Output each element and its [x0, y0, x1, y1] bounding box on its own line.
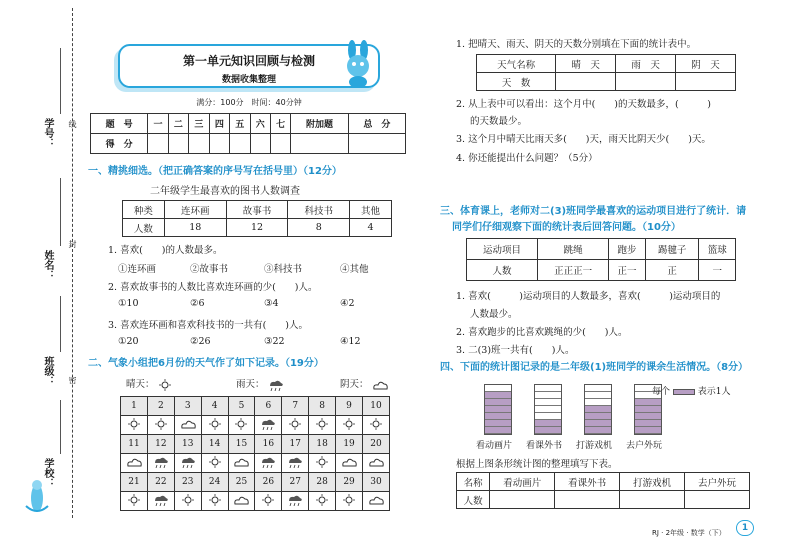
weather-day-number: 25 [228, 473, 255, 492]
page-number: 1 [736, 520, 754, 536]
chart-area [472, 378, 474, 432]
sun-icon [208, 456, 222, 468]
weather-cell [121, 492, 148, 511]
bar-cell [535, 427, 561, 434]
sports-header-cell: 踢毽子 [645, 239, 699, 260]
sun-icon [288, 418, 302, 430]
bar-cell [535, 420, 561, 427]
sun-icon [315, 494, 329, 506]
score-cell: 四 [209, 114, 229, 134]
weather-cell [147, 454, 174, 473]
weather-day-number: 23 [174, 473, 201, 492]
wc-header-cell: 阴 天 [676, 55, 736, 73]
weather-day-number: 19 [336, 435, 363, 454]
weather-cell [362, 492, 389, 511]
weather-day-number: 24 [201, 473, 228, 492]
class-label: 班级： [42, 356, 53, 386]
s1-q2-option[interactable]: ①10 [118, 298, 139, 309]
section3-heading-line1: 三、体育课上，老师对二(3)班同学最喜欢的运动项目进行了统计．请 [440, 206, 747, 217]
wc-header-cell: 天气名称 [477, 55, 556, 73]
school-blank[interactable] [60, 400, 61, 454]
book-value-cell: 人数 [123, 219, 165, 237]
book-header-cell: 其他 [350, 201, 392, 219]
activity-row-label: 人数 [457, 491, 490, 509]
activity-header-cell: 看动画片 [490, 473, 555, 491]
sun-icon [342, 418, 356, 430]
sun-icon [181, 494, 195, 506]
name-label: 姓名： [42, 250, 53, 280]
s1-q2-option[interactable]: ③4 [264, 298, 279, 309]
weather-cell [255, 454, 282, 473]
s1-q3-option[interactable]: ④12 [340, 336, 361, 347]
weather-cell [147, 416, 174, 435]
bar-cell [585, 399, 611, 406]
weather-day-number: 28 [309, 473, 336, 492]
weather-day-number: 7 [282, 397, 309, 416]
score-cell: 六 [250, 114, 270, 134]
weather-icon-row [121, 454, 390, 473]
weather-day-number: 16 [255, 435, 282, 454]
weather-day-number: 26 [255, 473, 282, 492]
s3-question-1a: 1. 喜欢( )运动项目的人数最多，喜欢( )运动项目的 [456, 291, 721, 302]
r-question-3: 3. 这个月中晴天比雨天多( )天，雨天比阴天少( )天。 [456, 134, 711, 145]
weather-day-number: 2 [147, 397, 174, 416]
weather-day-number: 18 [309, 435, 336, 454]
book-value-cell: 12 [226, 219, 288, 237]
weather-cell [282, 492, 309, 511]
weather-day-number: 9 [336, 397, 363, 416]
weather-day-number: 10 [362, 397, 389, 416]
legend-rainy-label: 雨天： [236, 379, 265, 390]
cloud-icon [341, 456, 357, 468]
bar-cell [485, 399, 511, 406]
weather-day-number: 1 [121, 397, 148, 416]
legend-swatch [673, 389, 695, 395]
bar-cell [635, 399, 661, 406]
weather-day-row [121, 473, 390, 492]
s3-question-1b: 人数最少。 [470, 309, 518, 320]
weather-day-row [121, 435, 390, 454]
bar-cell [585, 413, 611, 420]
page-subtitle: 数据收集整理 [221, 75, 276, 85]
section1-heading: 一、精挑细选。（把正确答案的序号写在括号里）（12分） [88, 166, 342, 177]
score-input[interactable] [291, 134, 348, 154]
bar-cell [485, 406, 511, 413]
s1-question-2: 2. 喜欢故事书的人数比喜欢连环画的少( )人。 [108, 282, 318, 293]
book-header-cell: 种类 [123, 201, 165, 219]
binding-mark-line: 线 [68, 120, 77, 128]
rain-icon [260, 456, 276, 468]
bar-label: 看动画片 [476, 441, 513, 451]
wc-row-label: 天 数 [477, 73, 556, 91]
cloud-icon [368, 494, 384, 506]
weather-day-number: 5 [228, 397, 255, 416]
sun-icon [127, 418, 141, 430]
weather-day-number: 27 [282, 473, 309, 492]
score-input[interactable] [348, 134, 405, 154]
book-value-cell: 8 [288, 219, 350, 237]
score-input[interactable] [209, 134, 229, 154]
book-table [122, 200, 392, 237]
s1-q1-option[interactable]: ①连环画 [118, 264, 157, 275]
sun-icon [127, 494, 141, 506]
score-row-headers [91, 114, 406, 134]
sports-value-cell: 正 [645, 260, 699, 281]
rain-icon [153, 456, 169, 468]
weather-day-number: 22 [147, 473, 174, 492]
activity-input-cell[interactable] [620, 491, 685, 509]
activity-table [456, 472, 750, 509]
binding-mark-secret: 密 [68, 376, 77, 384]
s1-q2-option[interactable]: ④2 [340, 298, 355, 309]
wc-header-cell: 雨 天 [616, 55, 676, 73]
bar-cell [535, 385, 561, 392]
bar-cell [635, 420, 661, 427]
bar-cell [485, 420, 511, 427]
rain-icon [287, 456, 303, 468]
sun-icon [158, 379, 172, 391]
sun-icon [261, 494, 275, 506]
weather-day-number: 4 [201, 397, 228, 416]
wc-input-cell[interactable] [676, 73, 736, 91]
weather-day-number: 30 [362, 473, 389, 492]
sun-icon [154, 418, 168, 430]
score-input[interactable] [250, 134, 270, 154]
score-input[interactable] [270, 134, 290, 154]
class-blank[interactable] [60, 296, 61, 352]
weather-cell [255, 492, 282, 511]
bar-cell [585, 392, 611, 399]
s1-q3-option[interactable]: ③22 [264, 336, 285, 347]
legend-cloudy-label: 阴天： [340, 379, 369, 390]
bar-label: 打游戏机 [576, 441, 613, 451]
s1-q1-option[interactable]: ②故事书 [190, 264, 229, 275]
sun-icon [369, 418, 383, 430]
bar-cell [485, 385, 511, 392]
sun-icon [208, 418, 222, 430]
book-header-cell: 连环画 [164, 201, 226, 219]
sports-header-cell: 跳绳 [538, 239, 609, 260]
bar [534, 384, 562, 435]
school-label: 学校： [42, 458, 53, 488]
s3-question-2: 2. 喜欢跑步的比喜欢跳绳的少( )人。 [456, 327, 628, 338]
rabbit-mascot [338, 40, 384, 90]
weather-cell [336, 416, 363, 435]
score-cell: 一 [148, 114, 168, 134]
sun-icon [234, 418, 248, 430]
section3-heading-line2: 同学们仔细观察下面的统计表后回答问题。（10分） [452, 222, 681, 233]
bar-cell [585, 385, 611, 392]
s1-q3-option[interactable]: ②26 [190, 336, 211, 347]
weather-count-table [476, 54, 736, 91]
binding-mark-seal: 封 [68, 240, 77, 248]
r-question-2b: 的天数最少。 [470, 116, 528, 127]
score-input[interactable] [148, 134, 168, 154]
r-question-1: 1. 把晴天、雨天、阴天的天数分别填在下面的统计表中。 [456, 39, 697, 50]
cloud-icon [372, 379, 388, 391]
sun-icon [315, 456, 329, 468]
activity-header-cell: 去户外玩 [685, 473, 750, 491]
activity-input-cell[interactable] [685, 491, 750, 509]
bar-cell [585, 427, 611, 434]
mascot-figure [22, 476, 52, 516]
weather-cell [309, 416, 336, 435]
bar-cell [585, 406, 611, 413]
legend-suffix: 表示1人 [697, 387, 731, 397]
weather-cell [282, 416, 309, 435]
binding-dashed-line [72, 8, 73, 518]
weather-cell [362, 416, 389, 435]
score-cell: 三 [189, 114, 209, 134]
legend-sunny-label: 晴天： [126, 379, 155, 390]
weather-day-number: 21 [121, 473, 148, 492]
bar-cell [635, 427, 661, 434]
weather-day-row [121, 397, 390, 416]
sports-header-cell: 运动项目 [467, 239, 538, 260]
s1-question-3: 3. 喜欢连环画和喜欢科技书的一共有( )人。 [108, 320, 308, 331]
weather-cell [362, 454, 389, 473]
activity-header-cell: 打游戏机 [620, 473, 685, 491]
cloud-icon [126, 456, 142, 468]
bar-cell [535, 392, 561, 399]
cloud-icon [368, 456, 384, 468]
rain-icon [260, 418, 276, 430]
sports-header-cell: 篮球 [699, 239, 736, 260]
bar-cell [535, 399, 561, 406]
weather-cell [201, 416, 228, 435]
weather-day-number: 20 [362, 435, 389, 454]
weather-cell [282, 454, 309, 473]
wc-input-cell[interactable] [616, 73, 676, 91]
weather-day-number: 12 [147, 435, 174, 454]
chart-legend [652, 384, 731, 397]
score-cell: 总 分 [348, 114, 405, 134]
score-cell: 题 号 [91, 114, 148, 134]
weather-cell [201, 454, 228, 473]
sports-value-cell: 正一 [609, 260, 645, 281]
score-input[interactable] [168, 134, 188, 154]
weather-cell [336, 454, 363, 473]
section4-heading: 四、下面的统计图记录的是二年级(1)班同学的课余生活情况。（8分） [440, 362, 749, 373]
sports-value-cell: 正正正一 [538, 260, 609, 281]
weather-cell [255, 416, 282, 435]
weather-icon-row [121, 416, 390, 435]
weather-day-number: 13 [174, 435, 201, 454]
bar [484, 384, 512, 435]
book-value-cell: 18 [164, 219, 226, 237]
score-row-values [91, 134, 406, 154]
r-question-4: 4. 你还能提出什么问题？（5分） [456, 153, 598, 164]
legend-sunny [126, 376, 172, 391]
bar-cell [485, 413, 511, 420]
sun-icon [315, 418, 329, 430]
sports-value-cell: 人数 [467, 260, 538, 281]
wc-input-cell[interactable] [556, 73, 616, 91]
section2-heading: 二、气象小组把6月份的天气作了如下记录。（19分） [88, 358, 324, 369]
weather-cell [174, 492, 201, 511]
bar-cell [635, 406, 661, 413]
sports-header-cell: 跑步 [609, 239, 645, 260]
weather-cell [147, 492, 174, 511]
legend-rainy [236, 376, 284, 391]
weather-day-number: 3 [174, 397, 201, 416]
score-input[interactable] [230, 134, 250, 154]
wc-header-cell: 晴 天 [556, 55, 616, 73]
cloud-icon [233, 456, 249, 468]
score-row-label: 得 分 [91, 134, 148, 154]
weather-day-number: 14 [201, 435, 228, 454]
sun-icon [342, 494, 356, 506]
s4-instruction: 根据上图条形统计图的整理填写下表。 [456, 459, 618, 470]
page-title: 第一单元知识回顾与检测 [182, 54, 315, 68]
weather-day-number: 6 [255, 397, 282, 416]
score-cell: 二 [168, 114, 188, 134]
book-value-cell: 4 [350, 219, 392, 237]
score-time: 满分：100分 时间：40分钟 [196, 98, 302, 107]
legend-cloudy [340, 376, 388, 391]
s1-q1-option[interactable]: ③科技书 [264, 264, 303, 275]
score-cell: 附加题 [291, 114, 348, 134]
weather-cell [309, 454, 336, 473]
book-table-title: 二年级学生最喜欢的图书人数调查 [150, 186, 300, 197]
weather-day-number: 11 [121, 435, 148, 454]
weather-cell [121, 416, 148, 435]
bar-cell [485, 427, 511, 434]
weather-cell [228, 492, 255, 511]
cloud-icon [180, 418, 196, 430]
weather-grid [120, 396, 390, 511]
bar-cell [585, 420, 611, 427]
bar-cell [635, 413, 661, 420]
s3-question-3: 3. 二(3)班一共有( )人。 [456, 345, 575, 356]
rain-icon [287, 494, 303, 506]
weather-cell [121, 454, 148, 473]
weather-icon-row [121, 492, 390, 511]
sun-icon [208, 494, 222, 506]
activity-input-cell[interactable] [555, 491, 620, 509]
weather-day-number: 29 [336, 473, 363, 492]
bar-cell [485, 392, 511, 399]
weather-cell [309, 492, 336, 511]
score-cell: 五 [230, 114, 250, 134]
s1-q1-option[interactable]: ④其他 [340, 264, 369, 275]
weather-cell [336, 492, 363, 511]
activity-input-cell[interactable] [490, 491, 555, 509]
weather-cell [174, 416, 201, 435]
bar-cell [535, 413, 561, 420]
cloud-icon [233, 494, 249, 506]
book-header-cell: 故事书 [226, 201, 288, 219]
r-question-2a: 2. 从上表中可以看出：这个月中( )的天数最多，( ) [456, 99, 711, 110]
rain-icon [180, 456, 196, 468]
activity-header-cell: 名称 [457, 473, 490, 491]
weather-day-number: 17 [282, 435, 309, 454]
student-id-blank[interactable] [60, 48, 61, 114]
activity-header-cell: 看课外书 [555, 473, 620, 491]
weather-day-number: 8 [309, 397, 336, 416]
score-cell: 七 [270, 114, 290, 134]
name-blank[interactable] [60, 178, 61, 246]
bar-label: 看课外书 [526, 441, 563, 451]
s1-q2-option[interactable]: ②6 [190, 298, 205, 309]
s1-q3-option[interactable]: ①20 [118, 336, 139, 347]
score-input[interactable] [189, 134, 209, 154]
book-header-cell: 科技书 [288, 201, 350, 219]
footer-text: RJ · 2年级 · 数学（下） [652, 529, 726, 537]
bar-cell [535, 406, 561, 413]
score-table [90, 113, 406, 154]
weather-day-number: 15 [228, 435, 255, 454]
student-id-label: 学号： [42, 118, 53, 148]
weather-cell [174, 454, 201, 473]
sports-value-cell: 一 [699, 260, 736, 281]
bar-label: 去户外玩 [626, 441, 663, 451]
weather-cell [228, 416, 255, 435]
sports-table [466, 238, 736, 281]
legend-text: 每个 [652, 387, 671, 397]
weather-cell [201, 492, 228, 511]
bar [584, 384, 612, 435]
weather-cell [228, 454, 255, 473]
s1-question-1: 1. 喜欢( )的人数最多。 [108, 245, 223, 256]
rain-icon [268, 379, 284, 391]
rain-icon [153, 494, 169, 506]
